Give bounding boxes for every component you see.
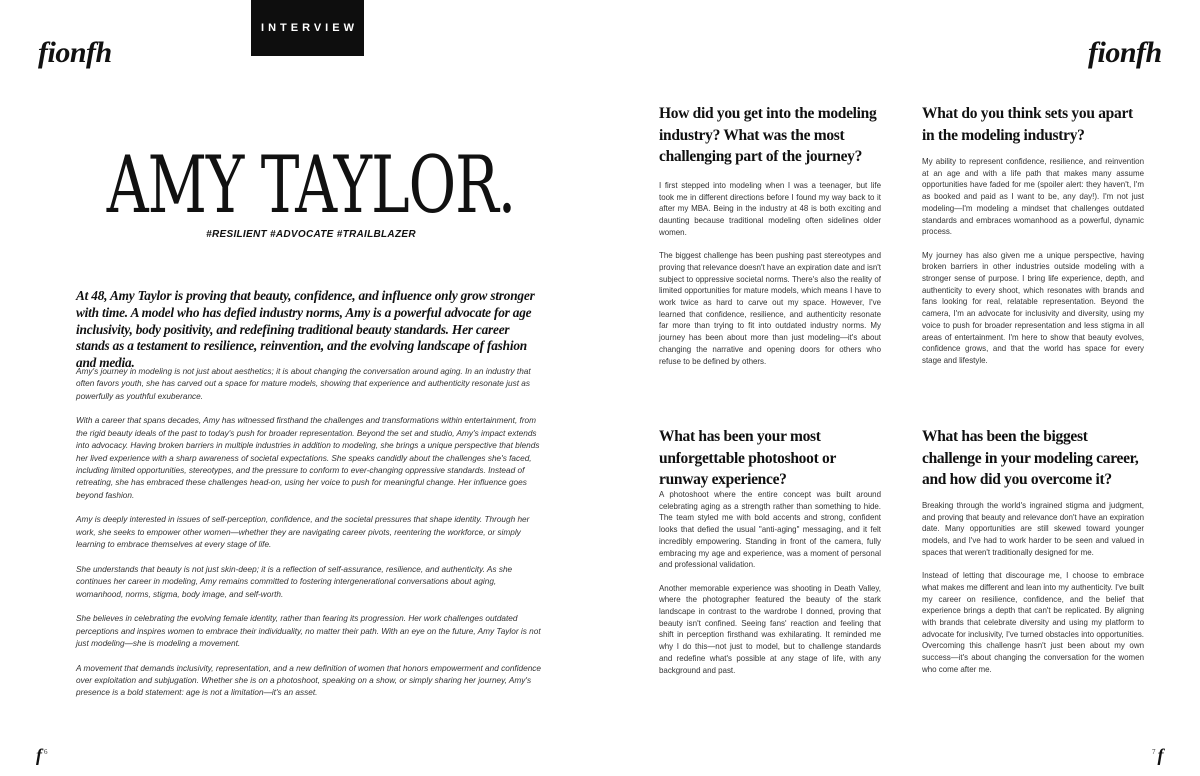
page-number-left	[36, 745, 48, 765]
answer-paragraph: The biggest challenge has been pushing past stereotypes and proving that relevance doesn't have an expiration date and isn't subject to oppressive societal norms. There's also the reality of limited opportunities for mature models, which means I have to work twice as hard to carve out my space. However, I've learned that confidence, resilience, and authenticity resonate far more than trying to fit into outdated industry norms. My journey has been about more than just modeling—it's about changing the narrative and opening doors for others who refuse to be defined by others.	[659, 251, 881, 366]
question-heading-3: What has been your most unforgettable photoshoot or runway experience?	[659, 428, 836, 488]
answer-paragraph: Another memorable experience was shooting in Death Valley, where the photographer featured the beauty of the stark landscape in contrast to the wardrobe I donned, proving that beauty isn't confined. Seeing fans' reaction and feeling that shift in perception firsthand was exhilarating. It reminded me why I do this—not just to model, but to challenge standards and redefine what's possible at any stage of life, with any background and past.	[659, 583, 881, 675]
question-heading-2: What do you think sets you apart in the modeling industry?	[922, 105, 1133, 144]
answer-1	[659, 180, 881, 379]
answer-paragraph: My journey has also given me a unique perspective, having broken barriers in other industries outside modeling with a stronger sense of purpose. I bring life experience, depth, and authenticity to every shoot, which resonates with brands and fans looking for real, relatable representation. Beyond the camera, I'm an advocate for inclusivity and diversity, using my voice to push for broader representation and less stigma in all areas of entertainment. I'm here to show that beauty evolves, confidence grows, and that the world has space for every stage and lifestyle.	[922, 250, 1144, 365]
question-heading-1: How did you get into the modeling industry? What was the most challenging part of the journey?	[659, 105, 877, 165]
answer-paragraph: I first stepped into modeling when I was a teenager, but life took me in different directions before I found my way back to it after my MBA. Being in the industry at 48 is both exciting and daunting because traditional modeling often sidelines older women.	[659, 181, 881, 237]
page-mark-icon: f	[36, 745, 42, 765]
magazine-logo-left: fionfh	[38, 36, 112, 69]
profile-paragraph: She understands that beauty is not just skin-deep; it is a reflection of self-assurance, resilience, and authenticity. As she continues her career in modeling, Amy remains committed to fostering intergenerational conversations about aging, womanhood, norms, stigma, body image, and self-worth.	[76, 564, 513, 599]
answer-3	[659, 489, 881, 688]
answer-paragraph: My ability to represent confidence, resilience, and reinvention at an age and with a life path that makes many assume opportunities have faded for me (spoiler alert: they haven't, I'm as booked and paid as I want to be, any day!). I'm not just modeling—I'm modeling a mindset that challenges outdated standards and embraces womanhood as a powerful, dynamic process.	[922, 157, 1144, 237]
answer-paragraph: Breaking through the world's ingrained stigma and judgment, and proving that beauty and relevance don't have an expiration date. Many opportunities are still skewed toward younger models, and I've had to work harder to be seen and valued in spaces that weren't traditionally designed for me.	[922, 501, 1144, 557]
answer-paragraph: A photoshoot where the entire concept was built around celebrating aging as a strength rather than something to hide. The team styled me with bold accents and strong, confident looks that defied the usual "anti-aging" messaging, and it felt incredibly empowering. Standing in front of the camera, fully embracing my age and experience, was a moment of personal and professional validation.	[659, 490, 881, 570]
profile-paragraph: She believes in celebrating the evolving female identity, rather than fearing its progression. Her work challenges outdated perceptions and inspires women to embrace their individuality, no matter their path. With an eye on the future, Amy Taylor is not just modeling—she is modeling a movement.	[76, 614, 541, 649]
page-number-value: 7	[1152, 748, 1156, 756]
question-heading-4: What has been the biggest challenge in your modeling career, and how did you overcome it?	[922, 428, 1139, 488]
profile-paragraph: Amy is deeply interested in issues of self-perception, confidence, and the societal pressures that shape identity. Through her work, she seeks to empower other women—whether they are navigating career pivots, reentering the workforce, or simply learning to embrace themselves at every stage of life.	[76, 515, 530, 550]
profile-paragraph: A movement that demands inclusivity, representation, and a new definition of women that honors empowerment and confidence over exploitation and subjugation. Whether she is on a photoshoot, speaking on a show, or simply sharing her journey, Amy's presence is a bold statement: age is not a limitation—it's an asset.	[76, 663, 542, 698]
answer-2	[922, 156, 1144, 378]
magazine-logo-right: fionfh	[1088, 36, 1162, 69]
section-badge: INTERVIEW	[251, 0, 364, 56]
page-number-value: 6	[44, 748, 48, 756]
profile-tags: #RESILIENT #ADVOCATE #TRAILBLAZER	[206, 229, 416, 240]
page-mark-icon: f	[1157, 745, 1164, 765]
profile-lede: At 48, Amy Taylor is proving that beauty, confidence, and influence only grow stronger with time. A model who has defied industry norms, Amy is a powerful advocate for age inclusivity, body positivity, and redefining traditional beauty standards. Her career stands as a testament to resilience, reinvention, and the evolving landscape of fashion and media.	[76, 288, 535, 371]
profile-body	[76, 366, 544, 712]
profile-paragraph: Amy's journey in modeling is not just about aesthetics; it is about changing the conversation around aging. In an industry that often favors youth, she has carved out a space for mature models, showing that experience and authenticity resonate just as powerfully as youthful exuberance.	[76, 367, 531, 401]
answer-4	[922, 500, 1144, 687]
profile-name: AMY TAYLOR.	[106, 139, 516, 232]
page-number-right	[1152, 745, 1164, 765]
answer-paragraph: Instead of letting that discourage me, I choose to embrace what makes me different and lean into my authenticity. I've built my career on resilience, confidence, and the belief that experience brings a depth that can't be replicated. By aligning with brands that celebrate diversity and using my platform to advocate for inclusivity, I've turned obstacles into opportunities. Overcoming this challenge hasn't just been about my own success—it's about changing the conversation for the women who come after me.	[922, 571, 1144, 674]
profile-paragraph: With a career that spans decades, Amy has witnessed firsthand the challenges and transformations within entertainment, from the rigid beauty ideals of the past to today's push for broader representation. Beyond the set and studio, Amy's impact extends into advocacy. Having broken barriers in multiple industries in addition to modeling, she brings a unique perspective that blends her lived experience with a sharp awareness of societal expectations. She speaks candidly about the challenges she's faced, including limited opportunities, stereotypes, and the pressure to conform to ever-changing oppressive standards. Instead of retreating, she has embraced these challenges head-on, using her voice to push for meaningful change. Her influence goes beyond fashion.	[76, 416, 540, 500]
